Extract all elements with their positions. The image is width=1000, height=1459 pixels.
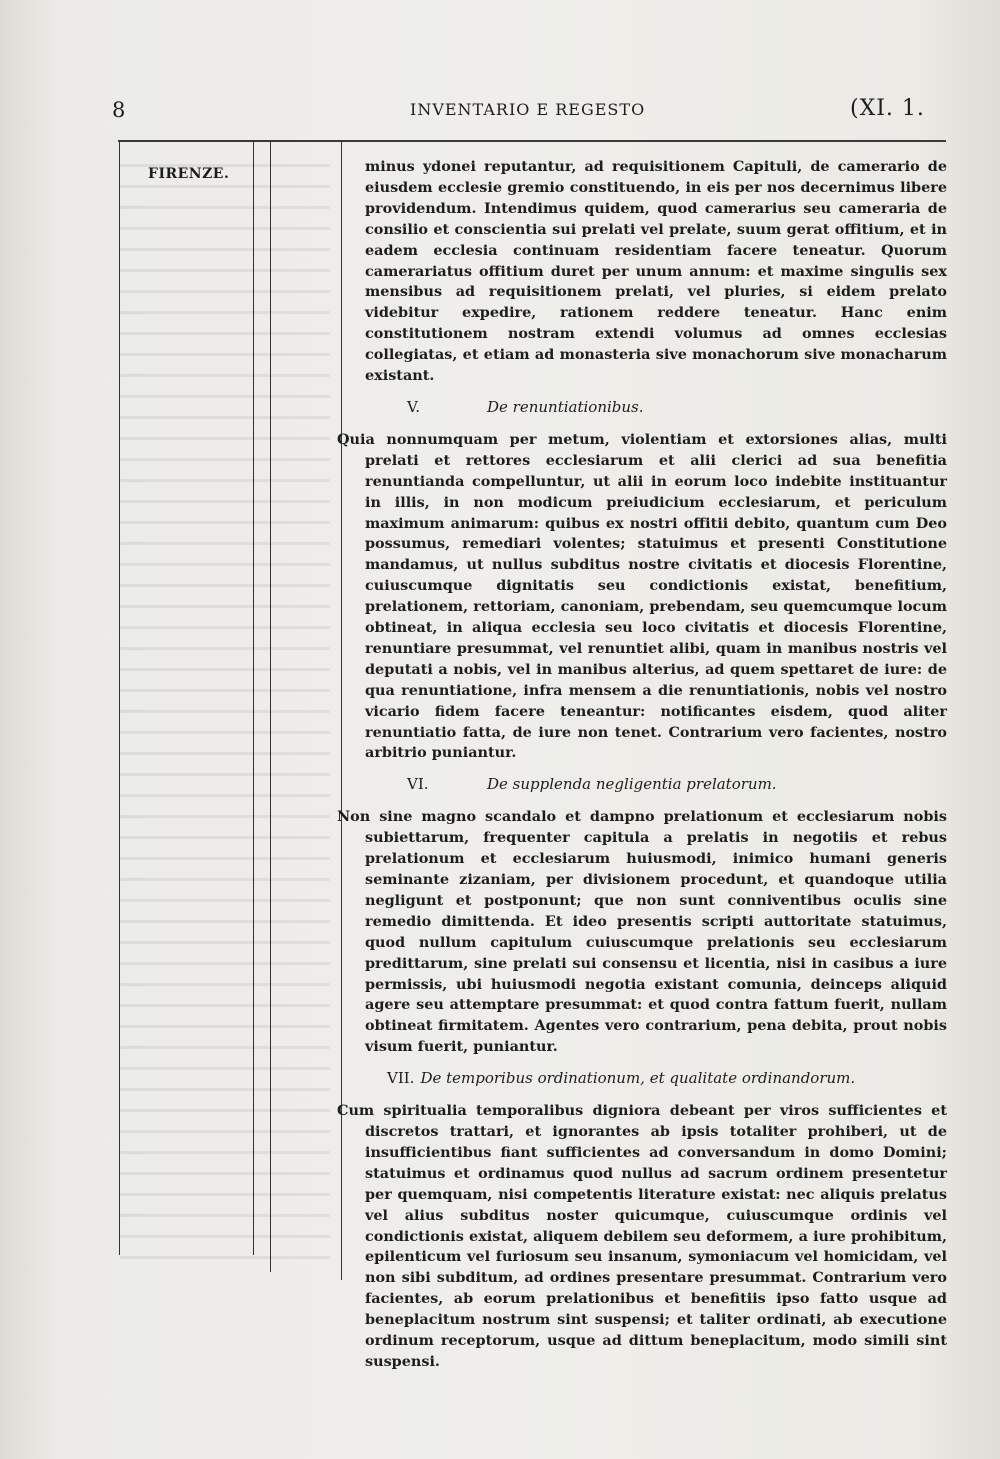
- section-title: De renuntiationibus.: [487, 397, 644, 416]
- bleed-through-texture: [120, 150, 330, 1260]
- page-header: [0, 96, 1000, 126]
- margin-column-line-3: [270, 142, 271, 1272]
- paragraph-continuation: minus ydonei reputantur, ad requisitionem Capituli, de camerario de eiusdem ecclesie gremio constituendo, in eis per nos decernimus libere providendum. Intendimus quidem, quod camerarius seu cameraria de consilio et conscientia sui prelati vel prelate, suum gerat offitium, et in eadem ecclesia continuam residentiam facere teneatur. Quorum camerariatus offitium duret per unum annum: et maxime singulis sex mensibus ad requisitionem prelati, vel pluries, si eidem prelato videbitur expedire, rationem reddere teneatur. Hanc enim constitutionem nostram extendi volumus ad omnes ecclesias collegiatas, et etiam ad monasteria sive monachorum sive monacharum existant.: [365, 158, 947, 385]
- paragraph-section-7: Cum spiritualia temporalibus digniora debeant per viros sufficientes et discretos trattari, et ignorantes ab ipsis totaliter prohiberi, ut de insufficientibus fiant sufficientes ad conversandum in domo Domini; statuimus et ordinamus quod nullus ad sacrum ordinem presentetur per quemquam, nisi competentis literature existat: nec aliquis prelatus vel alius subditus noster quicumque, cuiuscumque ordinis vel condictionis existat, aliquem debilem seu deformem, a iure prohibitum, epilenticum vel furiosum seu insanum, symoniacum vel homicidam, vel non sibi subditum, ad ordines presentare presummat. Contrarium vero facientes, ab eorum prelationibus et benefitiis ipso fatto usque ad beneplacitum nostrum sint suspensi; et taliter ordinati, ab executione ordinum receptorum, usque ad dittum beneplacitum, modo simili sint suspensi.: [337, 1102, 947, 1370]
- section-heading-5: [337, 397, 947, 418]
- section-reference: (XI. 1.: [850, 96, 925, 121]
- margin-column-line-1: [119, 142, 120, 1255]
- margin-column-line-2: [253, 142, 254, 1255]
- running-title: INVENTARIO E REGESTO: [410, 100, 646, 119]
- margin-place-name: FIRENZE.: [148, 166, 230, 182]
- page-number: 8: [112, 98, 126, 122]
- header-rule: [118, 140, 946, 142]
- section-number: VI.: [407, 775, 429, 794]
- section-title: De supplenda negligentia prelatorum.: [487, 775, 777, 794]
- section-title: De temporibus ordinationum, et qualitate ordinandorum.: [420, 1069, 856, 1088]
- section-number: V.: [407, 397, 420, 416]
- main-text: [337, 157, 947, 1373]
- section-heading-6: [337, 774, 947, 795]
- section-number: VII.: [387, 1069, 415, 1088]
- paragraph-section-5: Quia nonnumquam per metum, violentiam et extorsiones alias, multi prelati et rettores ecclesiarum et alii clerici ad sua benefitia renuntianda compelluntur, ut alii in eorum loco indebite instituantur in illis, in non modicum preiudicium ecclesiarum, et periculum maximum animarum: quibus ex nostri offitii debito, quantum cum Deo possumus, remediari volentes; statuimus et presenti Constitutione mandamus, ut nullus subditus nostre civitatis et diocesis Florentine, cuiuscumque dignitatis seu condictionis existat, benefitium, prelationem, rettoriam, canoniam, prebendam, seu quemcumque locum obtineat, in aliqua ecclesia seu loco civitatis et diocesis Florentine, renuntiare presummat, vel renuntiet alibi, quam in manibus nostris vel deputati a nobis, vel in manibus alterius, ad quem spettaret de iure: de qua renuntiatione, infra mensem a die renuntiationis, nobis vel nostro vicario fidem facere teneantur: notificantes eisdem, quod aliter renuntiatio fatta, de iure non tenet. Contrarium vero facientes, nostro arbitrio puniantur.: [337, 430, 947, 762]
- section-heading-7: [337, 1068, 947, 1089]
- paragraph-section-6: Non sine magno scandalo et dampno prelationum et ecclesiarum nobis subiettarum, frequenter capitula a prelatis in negotiis et rebus prelationum et ecclesiarum huiusmodi, inimico humani generis seminante zizaniam, per divisionem procedunt, et quandoque utilia negligunt et postponunt; que non sunt conniventibus oculis sine remedio dimittenda. Et ideo presentis scripti auttoritate statuimus, quod nullum capitulum cuiuscumque prelationis seu ecclesiarum predittarum, sine prelati sui consensu et licentia, nisi in casibus a iure permissis, ubi huiusmodi negotia existant comunia, deinceps aliquid agere seu attemptare presummat: et quod contra fattum fuerit, nullam obtineat firmitatem. Agentes vero contrarium, pena debita, prout nobis visum fuerit, puniantur.: [337, 808, 947, 1056]
